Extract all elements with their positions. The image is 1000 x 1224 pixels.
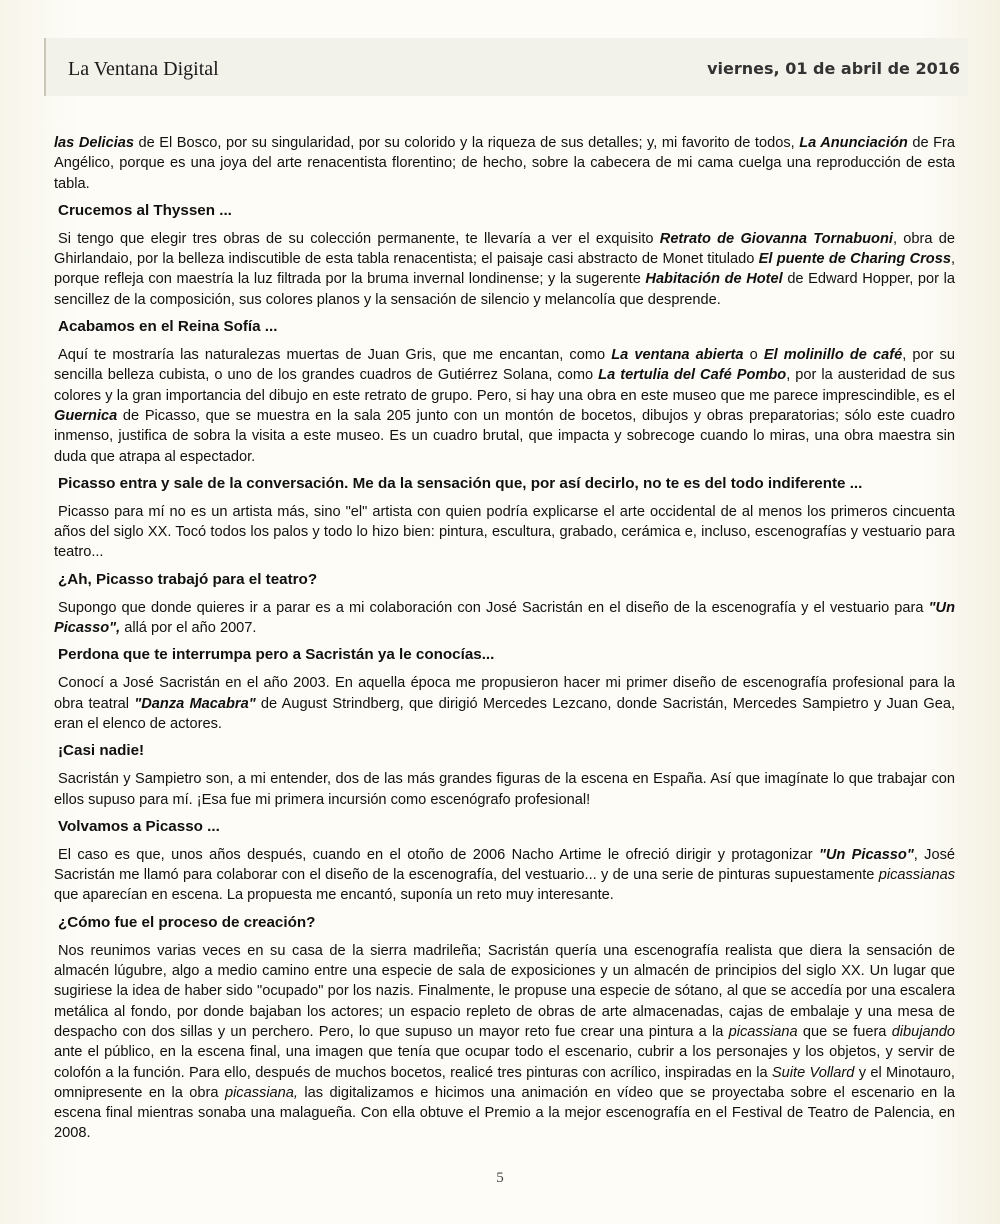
text-run: El caso es que, unos años después, cuando en el otoño de 2006 Nacho Artime le ofreció dirigir y protagonizar <box>58 846 819 863</box>
artwork-title: La ventana abierta <box>611 347 744 364</box>
artwork-title: La Anunciación <box>799 135 908 151</box>
text-run: que aparecían en escena. La propuesta me encantó, suponía un reto muy interesante. <box>54 887 614 904</box>
interview-question: ¿Cómo fue el proceso de creación? <box>58 913 316 931</box>
text-run: Conocí a José Sacristán en el año 2003. En aquella época me propusieron hacer mi primer diseño de escenografía profesional para la obra teatral <box>54 675 955 712</box>
text-run: Nos reunimos varias veces en su casa de la sierra madrileña; Sacristán quería una escenografía realista que diera la sensación de almacén lúgubre, algo a medio camino entre una especie de sala de exposiciones y un almacén de principios del siglo XX. Un lugar que sugiriese la idea de haber sido "ocupado" por los nazis. Finalmente, le propuse una especie de sótano, al que se accedía por una escalera metálica al fondo, por donde bajaban los actores; un espacio repleto de obras de arte almacenadas, cajas de embalaje y una mesa de despacho con dos sillas y un perchero. Pero, lo que supuso un mayor reto fue crear una pintura a la <box>54 942 955 1040</box>
italic-term: picassiana, <box>224 1084 298 1101</box>
text-run: o <box>743 347 764 364</box>
paragraph <box>54 133 955 194</box>
issue-date: viernes, 01 de abril de 2016 <box>707 59 960 78</box>
paragraph: Picasso para mí no es un artista más, sino "el" artista con quien podría explicarse el arte occidental de al menos los primeros cincuenta años del siglo XX. Tocó todos los palos y todo lo hizo bien: pintura, escultura, grabado, cerámica e, incluso, escenografías y vestuario para teatro... <box>54 503 955 561</box>
text-run: de Edward Hopper, por la sencillez de la composición, sus colores planos y la sensación de silencio y melancolía que desprende. <box>54 271 955 308</box>
artwork-title: Suite Vollard <box>771 1064 855 1081</box>
text-run: las digitalizamos e hicimos una animación en vídeo que se proyectaba sobre el escenario en la escena final mientras sonaba una malagueña. Con ella obtuve el Premio a la mejor escenografía en el Festival de Teatro de Palencia, en 2008. <box>54 1084 955 1142</box>
text-run: de El Bosco, por su singularidad, por su colorido y la riqueza de sus detalles; y, mi favorito de todos, <box>134 135 800 151</box>
paragraph <box>54 598 955 639</box>
interview-question: ¿Ah, Picasso trabajó para el teatro? <box>58 570 318 588</box>
interview-question: Acabamos en el Reina Sofía ... <box>58 318 278 336</box>
text-run: de Fra Angélico, porque es una joya del arte renacentista florentino; de hecho, sobre la cabecera de mi cama cuelga una reproducción de esta tabla. <box>54 135 955 192</box>
paragraph <box>54 673 955 734</box>
text-run: , por su sencilla belleza cubista, o uno de los grandes cuadros de Gutiérrez Solana, como <box>54 347 956 384</box>
text-run: y el Minotauro, omnipresente en la obra <box>54 1064 955 1101</box>
interview-question: Picasso entra y sale de la conversación. Me da la sensación que, por así decirlo, no te es del todo indiferente ... <box>58 474 863 492</box>
text-run: de August Strindberg, que dirigió Mercedes Lezcano, donde Sacristán, Mercedes Sampietro y Juan Gea, eran el elenco de actores. <box>54 695 956 732</box>
page-number: 5 <box>496 1170 504 1186</box>
publication-title: La Ventana Digital <box>68 58 219 80</box>
artwork-title: El puente de Charing Cross <box>758 251 951 268</box>
text-run: , por la austeridad de sus colores y la gran importancia del dibujo en este retrato de grupo. Pero, si hay una obra en este museo que me parece imprescindible, es el <box>54 367 955 404</box>
paragraph <box>54 229 955 310</box>
text-run: que se fuera <box>797 1023 892 1040</box>
interview-question: Volvamos a Picasso ... <box>58 817 220 835</box>
artwork-title: Guernica <box>54 407 118 424</box>
text-run: Si tengo que elegir tres obras de su colección permanente, te llevaría a ver el exquisito <box>58 230 660 247</box>
italic-term: picassiana <box>728 1023 798 1040</box>
artwork-title: "Un Picasso" <box>818 846 914 863</box>
interview-question: Perdona que te interrumpa pero a Sacristán ya le conocías... <box>58 646 495 664</box>
artwork-title: las Delicias <box>54 135 134 151</box>
article-body <box>54 133 955 1151</box>
interview-question: Crucemos al Thyssen ... <box>58 201 232 219</box>
paragraph <box>54 941 955 1144</box>
text-run: Aquí te mostraría las naturalezas muertas de Juan Gris, que me encantan, como <box>58 347 612 364</box>
paragraph: Sacristán y Sampietro son, a mi entender, dos de las más grandes figuras de la escena en España. Así que imagínate lo que trabajar con ellos supuso para mí. ¡Esa fue mi primera incursión como escenógrafo profesional! <box>54 771 955 808</box>
text-run: Supongo que donde quieres ir a parar es a mi colaboración con José Sacristán en el diseño de la escenografía y el vestuario para <box>58 599 929 616</box>
text-run: , porque refleja con maestría la luz filtrada por la bruma invernal londinense; y la sugerente <box>54 251 956 288</box>
text-run: ante el público, en la escena final, una imagen que tenía que ocupar todo el escenario, cubrir a los personajes y los objetos, y servir de colofón a la función. Para ello, después de muchos bocetos, realicé tres pinturas con acrílico, inspiradas en la <box>54 1044 955 1081</box>
italic-term: picassianas <box>878 867 955 884</box>
artwork-title: "Un Picasso", <box>54 599 955 637</box>
page-header <box>44 38 968 96</box>
italic-term: dibujando <box>891 1023 955 1040</box>
artwork-title: La tertulia del Café Pombo <box>598 367 787 384</box>
artwork-title: El molinillo de café <box>763 347 903 364</box>
text-run: , obra de Ghirlandaio, por la belleza indiscutible de esta tabla renacentista; el paisaje casi abstracto de Monet titulado <box>54 230 955 268</box>
artwork-title: Habitación de Hotel <box>645 271 783 288</box>
text-run: , José Sacristán me llamó para colaborar con el diseño de la escenografía, del vestuario... y de una serie de pinturas supuestamente <box>54 846 956 884</box>
interview-question: ¡Casi nadie! <box>58 742 145 760</box>
text-run: de Picasso, que se muestra en la sala 205 junto con un montón de bocetos, dibujos y obras preparatorias; sólo este cuadro inmenso, justifica de sobra la visita a este museo. Es un cuadro brutal, que impacta y sobrecoge cuando lo miras, una obra maestra sin duda que atrapa al espectador. <box>54 407 955 465</box>
artwork-title: "Danza Macabra" <box>134 695 256 712</box>
paragraph <box>54 845 955 906</box>
artwork-title: Retrato de Giovanna Tornabuoni <box>659 230 893 247</box>
text-run: allá por el año 2007. <box>120 620 257 637</box>
paragraph <box>54 345 955 467</box>
